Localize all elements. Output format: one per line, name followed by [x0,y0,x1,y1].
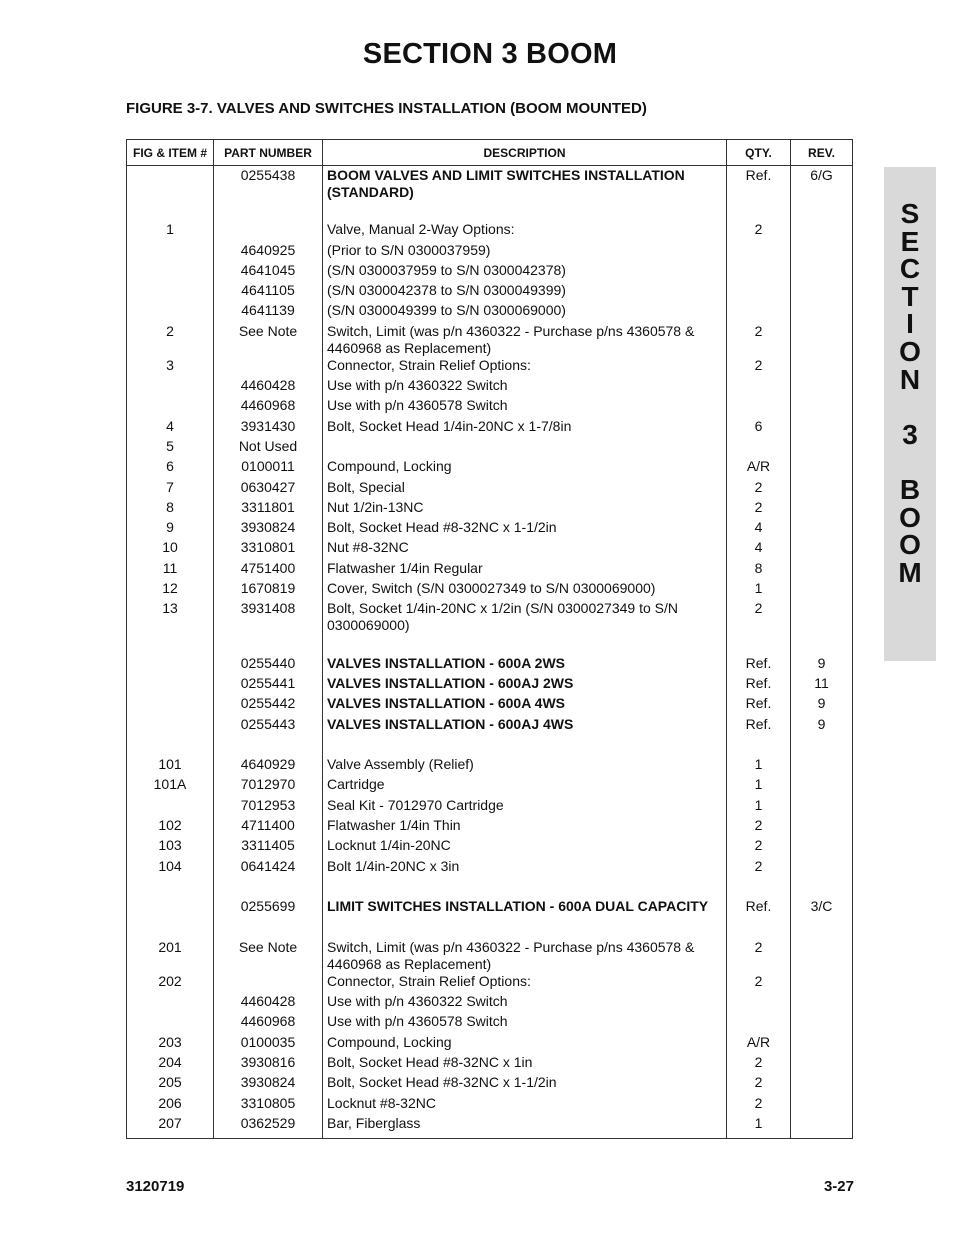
part-number-cell: 0641424 [214,858,323,878]
rev-cell [791,939,853,973]
fig-item-cell [127,262,214,282]
qty-cell [727,878,791,898]
rev-cell [791,1095,853,1115]
qty-cell: Ref. [727,675,791,695]
part-number-cell [214,357,323,377]
fig-item-cell: 6 [127,458,214,478]
side-tab-letter: I [906,308,914,340]
part-number-cell: 3930824 [214,1074,323,1094]
fig-item-cell: 3 [127,357,214,377]
table-row [127,282,853,302]
table-row [127,878,853,898]
table-row [127,695,853,715]
side-tab-letter: S [900,198,920,229]
rev-cell [791,201,853,221]
side-tab-letter: E [900,225,920,257]
table-row [127,797,853,817]
rev-cell [791,519,853,539]
qty-cell: 2 [727,499,791,519]
part-number-cell: 3931408 [214,600,323,634]
fig-item-cell [127,302,214,322]
description-cell: Use with p/n 4360322 Switch [323,993,727,1013]
side-tab-letter: 3 [902,418,918,450]
description-cell: Bolt, Socket Head #8-32NC x 1in [323,1054,727,1074]
description-cell: Switch, Limit (was p/n 4360322 - Purchase p/ns 4360578 & 4460968 as Replacement) [323,939,727,973]
rev-cell: 9 [791,716,853,736]
table-row [127,736,853,756]
header-description: DESCRIPTION [323,140,727,166]
description-cell: Nut 1/2in-13NC [323,499,727,519]
fig-item-cell [127,736,214,756]
qty-cell: 1 [727,756,791,776]
description-cell: LIMIT SWITCHES INSTALLATION - 600A DUAL CAPACITY [323,898,727,918]
fig-item-cell [127,993,214,1013]
part-number-cell: 4751400 [214,560,323,580]
part-number-cell: 0255438 [214,166,323,202]
fig-item-cell: 204 [127,1054,214,1074]
table-row [127,1095,853,1115]
fig-item-cell [127,242,214,262]
fig-item-cell: 5 [127,438,214,458]
parts-table-body [127,166,853,1139]
table-row [127,837,853,857]
description-cell: VALVES INSTALLATION - 600AJ 2WS [323,675,727,695]
part-number-cell: 0100035 [214,1034,323,1054]
part-number-cell: 0255699 [214,898,323,918]
rev-cell [791,817,853,837]
description-cell [323,878,727,898]
description-cell: Compound, Locking [323,458,727,478]
rev-cell [791,438,853,458]
rev-cell [791,499,853,519]
qty-cell: 1 [727,776,791,796]
qty-cell: 2 [727,1074,791,1094]
parts-table [126,139,853,1139]
rev-cell [791,418,853,438]
fig-item-cell [127,919,214,939]
qty-cell: 2 [727,858,791,878]
part-number-cell: 4641139 [214,302,323,322]
description-cell: Switch, Limit (was p/n 4360322 - Purchase p/ns 4360578 & 4460968 as Replacement) [323,323,727,357]
description-cell: Use with p/n 4360578 Switch [323,1013,727,1033]
rev-cell [791,919,853,939]
part-number-cell: 3310805 [214,1095,323,1115]
rev-cell [791,776,853,796]
part-number-cell [214,878,323,898]
rev-cell [791,1054,853,1074]
table-row [127,242,853,262]
table-row [127,1054,853,1074]
rev-cell [791,580,853,600]
rev-cell [791,600,853,634]
part-number-cell [214,973,323,993]
table-row [127,519,853,539]
qty-cell: 1 [727,797,791,817]
table-row [127,418,853,438]
part-number-cell: 3930816 [214,1054,323,1074]
footer-doc-number: 3120719 [126,1178,185,1195]
part-number-cell: 4641105 [214,282,323,302]
qty-cell: 2 [727,1095,791,1115]
table-row [127,323,853,357]
header-qty: QTY. [727,140,791,166]
description-cell: Flatwasher 1/4in Regular [323,560,727,580]
fig-item-cell: 203 [127,1034,214,1054]
qty-cell: A/R [727,1034,791,1054]
table-row [127,221,853,241]
qty-cell: 2 [727,479,791,499]
fig-item-cell: 8 [127,499,214,519]
rev-cell [791,357,853,377]
description-cell: VALVES INSTALLATION - 600A 4WS [323,695,727,715]
rev-cell [791,756,853,776]
footer-page-number: 3-27 [823,1178,854,1195]
description-cell [323,438,727,458]
fig-item-cell: 2 [127,323,214,357]
part-number-cell: 4640925 [214,242,323,262]
table-row [127,479,853,499]
table-row [127,634,853,654]
qty-cell: 2 [727,817,791,837]
fig-item-cell [127,655,214,675]
qty-cell: 1 [727,1115,791,1139]
part-number-cell: 0255441 [214,675,323,695]
description-cell: Cover, Switch (S/N 0300027349 to S/N 0300069000) [323,580,727,600]
description-cell [323,736,727,756]
qty-cell: 2 [727,323,791,357]
side-tab-letter [884,393,936,421]
rev-cell [791,539,853,559]
part-number-cell: 4460428 [214,993,323,1013]
side-tab-letter: T [901,280,919,312]
page-title: SECTION 3 BOOM [362,38,618,70]
description-cell: VALVES INSTALLATION - 600AJ 4WS [323,716,727,736]
fig-item-cell [127,634,214,654]
table-row [127,397,853,417]
figure-title: FIGURE 3-7. VALVES AND SWITCHES INSTALLATION (BOOM MOUNTED) [126,100,647,117]
fig-item-cell: 201 [127,939,214,973]
part-number-cell: 3311405 [214,837,323,857]
rev-cell [791,323,853,357]
qty-cell [727,302,791,322]
table-row [127,438,853,458]
side-tab-letter: O [899,501,921,533]
qty-cell [727,919,791,939]
qty-cell: 8 [727,560,791,580]
rev-cell [791,634,853,654]
fig-item-cell: 207 [127,1115,214,1139]
description-cell: Compound, Locking [323,1034,727,1054]
description-cell: (S/N 0300042378 to S/N 0300049399) [323,282,727,302]
description-cell: Bar, Fiberglass [323,1115,727,1139]
fig-item-cell: 11 [127,560,214,580]
table-row [127,458,853,478]
rev-cell: 6/G [791,166,853,202]
fig-item-cell [127,695,214,715]
fig-item-cell [127,166,214,202]
qty-cell: Ref. [727,695,791,715]
qty-cell: 2 [727,221,791,241]
description-cell: (S/N 0300049399 to S/N 0300069000) [323,302,727,322]
table-row [127,817,853,837]
table-row [127,600,853,634]
part-number-cell: 3310801 [214,539,323,559]
qty-cell [727,1013,791,1033]
rev-cell [791,377,853,397]
qty-cell: 2 [727,357,791,377]
description-cell [323,201,727,221]
table-row [127,919,853,939]
fig-item-cell: 202 [127,973,214,993]
rev-cell [791,993,853,1013]
part-number-cell: 7012970 [214,776,323,796]
rev-cell [791,1074,853,1094]
part-number-cell: Not Used [214,438,323,458]
fig-item-cell: 1 [127,221,214,241]
part-number-cell: 4711400 [214,817,323,837]
fig-item-cell: 101 [127,756,214,776]
fig-item-cell: 103 [127,837,214,857]
qty-cell: A/R [727,458,791,478]
rev-cell [791,837,853,857]
table-row [127,1034,853,1054]
description-cell: Nut #8-32NC [323,539,727,559]
part-number-cell: 0362529 [214,1115,323,1139]
description-cell: Cartridge [323,776,727,796]
rev-cell [791,479,853,499]
table-row [127,993,853,1013]
description-cell [323,919,727,939]
table-row [127,1115,853,1139]
description-cell: Bolt, Socket Head 1/4in-20NC x 1-7/8in [323,418,727,438]
qty-cell: 1 [727,580,791,600]
qty-cell: Ref. [727,655,791,675]
part-number-cell [214,919,323,939]
table-header-row [127,140,853,166]
qty-cell: 2 [727,837,791,857]
header-part-number: PART NUMBER [214,140,323,166]
description-cell: BOOM VALVES AND LIMIT SWITCHES INSTALLATION (STANDARD) [323,166,727,202]
qty-cell: Ref. [727,898,791,918]
rev-cell [791,560,853,580]
fig-item-cell: 101A [127,776,214,796]
qty-cell [727,242,791,262]
qty-cell [727,993,791,1013]
description-cell: Bolt, Special [323,479,727,499]
description-cell: Bolt 1/4in-20NC x 3in [323,858,727,878]
qty-cell: Ref. [727,166,791,202]
description-cell: Connector, Strain Relief Options: [323,973,727,993]
fig-item-cell: 13 [127,600,214,634]
rev-cell [791,262,853,282]
table-row [127,939,853,973]
part-number-cell: See Note [214,323,323,357]
fig-item-cell [127,397,214,417]
part-number-cell [214,201,323,221]
part-number-cell: 3930824 [214,519,323,539]
part-number-cell [214,221,323,241]
part-number-cell [214,736,323,756]
fig-item-cell: 104 [127,858,214,878]
rev-cell [791,282,853,302]
part-number-cell: 4460428 [214,377,323,397]
table-row [127,756,853,776]
part-number-cell: 0630427 [214,479,323,499]
fig-item-cell: 12 [127,580,214,600]
rev-cell [791,302,853,322]
part-number-cell: 0255443 [214,716,323,736]
qty-cell [727,736,791,756]
rev-cell [791,797,853,817]
part-number-cell: See Note [214,939,323,973]
rev-cell [791,1115,853,1139]
table-row [127,262,853,282]
table-row [127,499,853,519]
table-row [127,357,853,377]
part-number-cell: 4460968 [214,1013,323,1033]
description-cell: (S/N 0300037959 to S/N 0300042378) [323,262,727,282]
qty-cell [727,438,791,458]
rev-cell [791,973,853,993]
fig-item-cell: 206 [127,1095,214,1115]
qty-cell: 6 [727,418,791,438]
side-tab-letter [884,448,936,476]
table-row [127,858,853,878]
side-tab-letter: M [898,556,922,588]
fig-item-cell: 4 [127,418,214,438]
fig-item-cell [127,201,214,221]
qty-cell [727,397,791,417]
rev-cell: 9 [791,655,853,675]
rev-cell [791,1013,853,1033]
description-cell: Valve, Manual 2-Way Options: [323,221,727,241]
rev-cell [791,878,853,898]
fig-item-cell: 102 [127,817,214,837]
part-number-cell: 4641045 [214,262,323,282]
description-cell: Locknut #8-32NC [323,1095,727,1115]
section-side-tab [884,167,936,661]
fig-item-cell: 9 [127,519,214,539]
description-cell: Seal Kit - 7012970 Cartridge [323,797,727,817]
qty-cell: Ref. [727,716,791,736]
description-cell: Bolt, Socket Head #8-32NC x 1-1/2in [323,1074,727,1094]
description-cell: Connector, Strain Relief Options: [323,357,727,377]
fig-item-cell: 205 [127,1074,214,1094]
table-row [127,655,853,675]
description-cell: VALVES INSTALLATION - 600A 2WS [323,655,727,675]
description-cell: Use with p/n 4360578 Switch [323,397,727,417]
table-row [127,302,853,322]
qty-cell [727,262,791,282]
part-number-cell: 4640929 [214,756,323,776]
rev-cell [791,242,853,262]
table-row [127,201,853,221]
fig-item-cell [127,716,214,736]
table-row [127,776,853,796]
rev-cell [791,1034,853,1054]
side-tab-letter: O [899,335,921,367]
rev-cell [791,736,853,756]
part-number-cell: 1670819 [214,580,323,600]
fig-item-cell [127,898,214,918]
qty-cell: 2 [727,973,791,993]
side-tab-letters [884,200,936,586]
table-row [127,675,853,695]
rev-cell [791,397,853,417]
table-row [127,898,853,918]
rev-cell [791,458,853,478]
description-cell: (Prior to S/N 0300037959) [323,242,727,262]
qty-cell: 4 [727,539,791,559]
table-row [127,1013,853,1033]
rev-cell [791,221,853,241]
part-number-cell: 4460968 [214,397,323,417]
table-row [127,539,853,559]
table-row [127,716,853,736]
qty-cell [727,201,791,221]
rev-cell: 11 [791,675,853,695]
side-tab-letter: C [899,253,921,285]
description-cell: Bolt, Socket 1/4in-20NC x 1/2in (S/N 0300027349 to S/N 0300069000) [323,600,727,634]
qty-cell: 2 [727,1054,791,1074]
description-cell: Flatwasher 1/4in Thin [323,817,727,837]
fig-item-cell [127,878,214,898]
fig-item-cell: 7 [127,479,214,499]
table-row [127,166,853,202]
qty-cell: 4 [727,519,791,539]
table-row [127,1074,853,1094]
table-row [127,973,853,993]
qty-cell [727,377,791,397]
part-number-cell: 0255440 [214,655,323,675]
fig-item-cell [127,1013,214,1033]
part-number-cell: 3931430 [214,418,323,438]
qty-cell: 2 [727,600,791,634]
table-row [127,580,853,600]
table-row [127,560,853,580]
side-tab-letter: N [899,363,921,395]
part-number-cell: 3311801 [214,499,323,519]
description-cell [323,634,727,654]
fig-item-cell [127,282,214,302]
part-number-cell [214,634,323,654]
part-number-cell: 0255442 [214,695,323,715]
rev-cell [791,858,853,878]
table-row [127,377,853,397]
side-tab-letter: B [899,473,921,505]
header-rev: REV. [791,140,853,166]
part-number-cell: 7012953 [214,797,323,817]
qty-cell: 2 [727,939,791,973]
description-cell: Valve Assembly (Relief) [323,756,727,776]
header-fig-item: FIG & ITEM # [127,140,214,166]
fig-item-cell [127,675,214,695]
qty-cell [727,634,791,654]
rev-cell: 3/C [791,898,853,918]
description-cell: Locknut 1/4in-20NC [323,837,727,857]
side-tab-letter: O [899,529,921,561]
description-cell: Bolt, Socket Head #8-32NC x 1-1/2in [323,519,727,539]
fig-item-cell [127,797,214,817]
qty-cell [727,282,791,302]
part-number-cell: 0100011 [214,458,323,478]
rev-cell: 9 [791,695,853,715]
fig-item-cell [127,377,214,397]
description-cell: Use with p/n 4360322 Switch [323,377,727,397]
fig-item-cell: 10 [127,539,214,559]
